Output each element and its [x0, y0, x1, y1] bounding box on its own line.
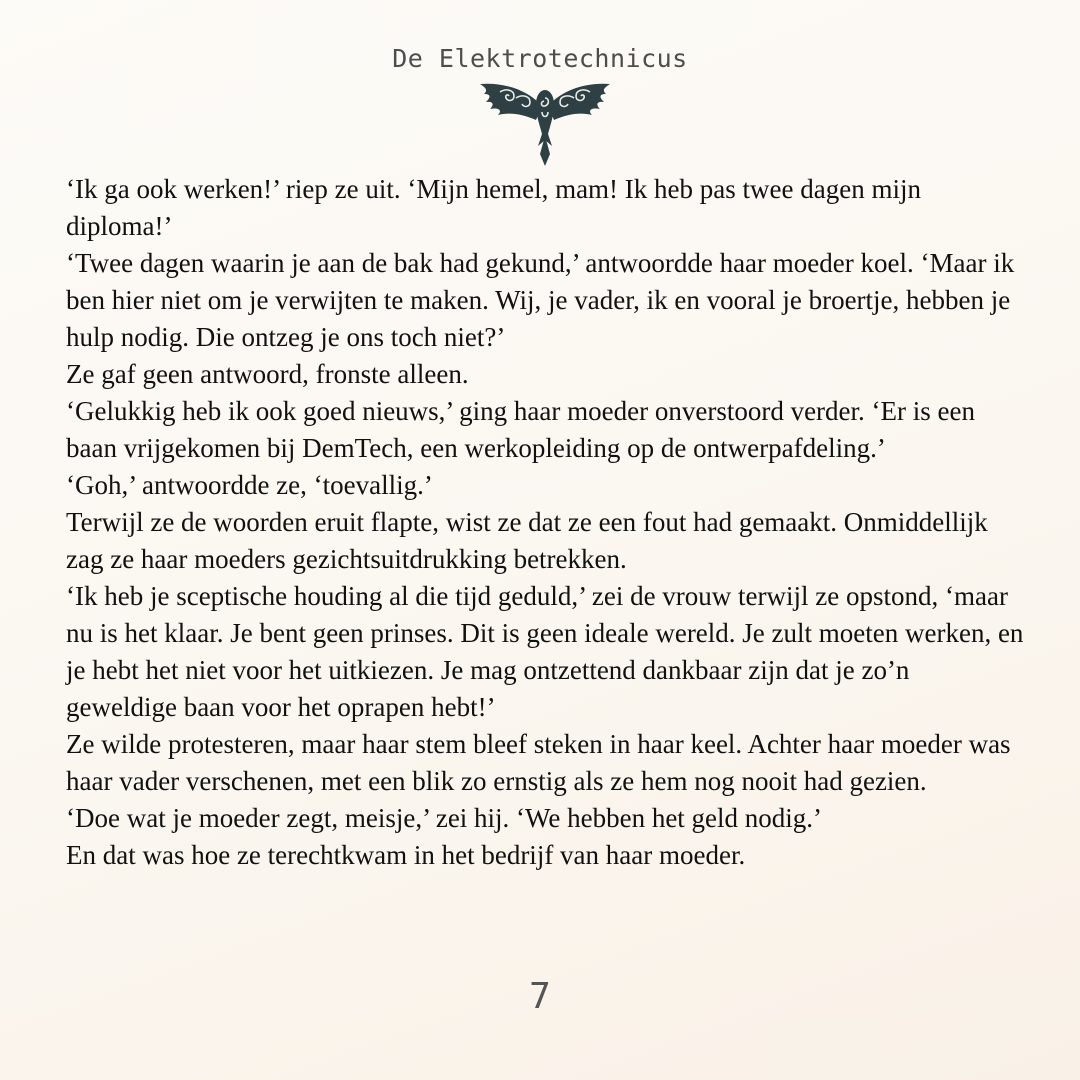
page-number: 7 [529, 976, 551, 1017]
paragraph: ‘Doe wat je moeder zegt, meisje,’ zei hij. ‘We hebben het geld nodig.’ [66, 803, 823, 833]
paragraph: ‘Ik ga ook werken!’ riep ze uit. ‘Mijn hemel, mam! Ik heb pas twee dagen mijn diploma!’ [66, 174, 921, 241]
paragraph: Ze wilde protesteren, maar haar stem bleef steken in haar keel. Achter haar moeder was haar vader verschenen, met een blik zo ernstig als ze hem nog nooit had gezien. [66, 729, 1011, 796]
winged-bird-ornament-icon [478, 76, 612, 166]
paragraph: En dat was hoe ze terechtkwam in het bedrijf van haar moeder. [66, 840, 746, 870]
story-text-block [66, 171, 1026, 874]
paragraph: ‘Ik heb je sceptische houding al die tijd geduld,’ zei de vrouw terwijl ze opstond, ‘maar nu is het klaar. Je bent geen prinses. Dit is geen ideale wereld. Je zult moeten werken, en je hebt het niet voor het uitkiezen. Je mag ontzettend dankbaar zijn dat je zo’n geweldige baan voor het oprapen hebt!’ [66, 581, 1024, 722]
paragraph: ‘Twee dagen waarin je aan de bak had gekund,’ antwoordde haar moeder koel. ‘Maar ik ben hier niet om je verwijten te maken. Wij, je vader, ik en vooral je broertje, hebben je hulp nodig. Die ontzeg je ons toch niet?’ [66, 248, 1015, 352]
running-head-title: De Elektrotechnicus [392, 44, 688, 73]
paragraph: Ze gaf geen antwoord, fronste alleen. [66, 359, 469, 389]
paragraph: ‘Goh,’ antwoordde ze, ‘toevallig.’ [66, 470, 433, 500]
paragraph: Terwijl ze de woorden eruit flapte, wist ze dat ze een fout had gemaakt. Onmiddellijk zag ze haar moeders gezichtsuitdrukking betrekken. [66, 507, 988, 574]
paragraph: ‘Gelukkig heb ik ook goed nieuws,’ ging haar moeder onverstoord verder. ‘Er is een baan vrijgekomen bij DemTech, een werkopleiding op de ontwerpafdeling.’ [66, 396, 975, 463]
